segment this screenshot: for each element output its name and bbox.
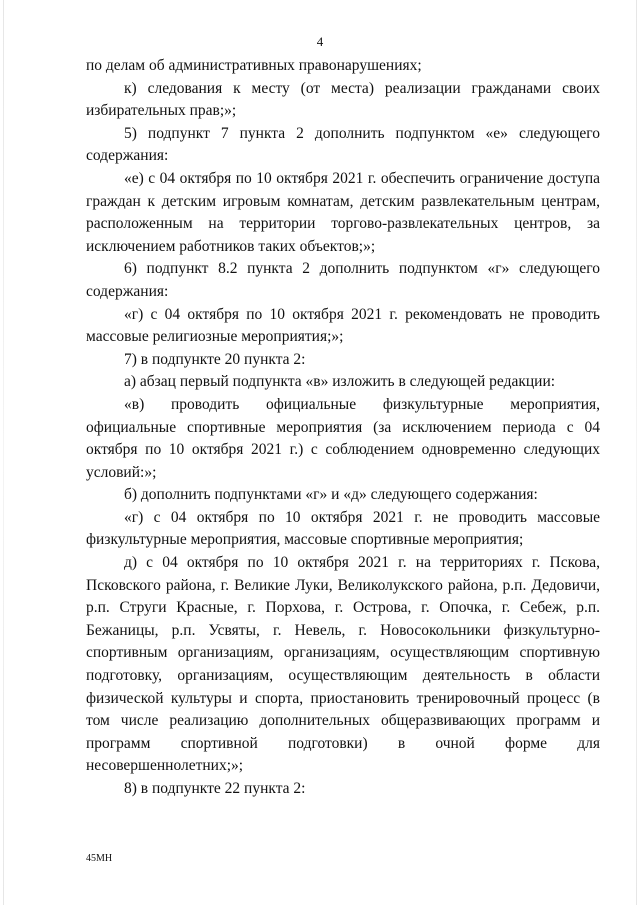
paragraph: 6) подпункт 8.2 пункта 2 дополнить подпунктом «г» следующего содержания: (86, 260, 600, 300)
scan-edge-right (636, 0, 637, 905)
scan-edge-left (3, 0, 4, 905)
paragraph: по делам об административных правонарушениях; (86, 57, 422, 74)
footer-code: 45МН (86, 853, 113, 864)
paragraph: «в) проводить официальные физкультурные мероприятия, официальные спортивные мероприятия (за исключением периода с 04 октября по 10 октября 2021 г.) с соблюдением одновременно следующих условий:»; (86, 395, 600, 481)
paragraph: 7) в подпункте 20 пункта 2: (124, 350, 306, 368)
paragraph: «г) с 04 октября по 10 октября 2021 г. не проводить массовые физкультурные мероприятия, массовые спортивные мероприятия; (86, 508, 600, 549)
paragraph: «е) с 04 октября по 10 октября 2021 г. обеспечить ограничение доступа граждан к детским игровым комнатам, детским развлекательным центрам, расположенным на территории торгово-развлекательных центров, за исключением работников таких объектов;»; (86, 169, 600, 255)
paragraph: а) абзац первый подпункта «в» изложить в следующей редакции: (124, 373, 556, 391)
page-number: 4 (316, 34, 324, 49)
paragraph: к) следования к месту (от места) реализации гражданами своих избирательных прав;»; (86, 79, 600, 120)
paragraph: 5) подпункт 7 пункта 2 дополнить подпунктом «е» следующего содержания: (86, 124, 600, 165)
paragraph: б) дополнить подпунктами «г» и «д» следующего содержания: (124, 486, 538, 504)
paragraph: «г) с 04 октября по 10 октября 2021 г. рекомендовать не проводить массовые религиозные мероприятия;»; (86, 305, 600, 346)
paragraph: д) с 04 октября по 10 октября 2021 г. на территориях г. Пскова, Псковского района, г. Великие Луки, Великолукского района, р.п. Дедовичи, р.п. Струги Красные, г. Порхова, г. Острова, г. Опочка, г. Себеж, р.п. Бежаницы, р.п. Усвяты, г. Невель, г. Новосокольники физкультурно-спортивным организациям, организациям, осуществляющим спортивную подготовку, организациям, осуществляющим деятельность в области физической культуры и спорта, приостановить тренировочный процесс (в том числе реализацию дополнительных общеразвивающих программ и программ спортивной подготовки) в очной форме для несовершеннолетних;»; (86, 554, 600, 775)
paragraph: 8) в подпункте 22 пункта 2: (124, 780, 306, 797)
document-body (86, 55, 600, 801)
